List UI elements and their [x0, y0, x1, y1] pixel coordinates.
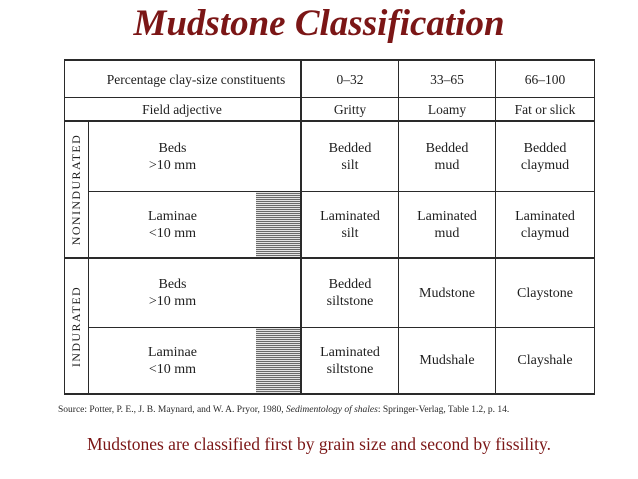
laminae-shading: [256, 327, 300, 393]
slide-caption: Mudstones are classified first by grain size and second by fissility.: [87, 434, 551, 454]
structure-cell: Laminae <10 mm: [148, 344, 197, 377]
adjective-header: Gritty: [333, 101, 367, 117]
range-header: 33–65: [430, 71, 464, 87]
classification-table-figure: [58, 59, 601, 415]
bleed-through-text: [260, 121, 300, 181]
table-border-bottom: [64, 393, 595, 395]
range-header: 0–32: [336, 71, 364, 87]
table-cell: Laminated claymud: [515, 208, 575, 241]
table-cell: Claystone: [517, 285, 573, 301]
group-label-indurated: INDURATED: [69, 285, 84, 367]
structure-cell: Beds >10 mm: [148, 277, 197, 309]
source-suffix: : Springer-Verlag, Table 1.2, p. 14.: [377, 405, 510, 415]
source-prefix: Source: Potter, P. E., J. B. Maynard, and W. A. Pryor, 1980,: [58, 405, 287, 415]
table-cell: Mudshale: [419, 353, 475, 368]
table-cell: Clayshale: [517, 353, 573, 368]
group-label-nonindurated: NONINDURATED: [69, 133, 83, 246]
table-border-right: [594, 59, 595, 395]
table-cell: Laminated siltstone: [320, 344, 380, 377]
table-cell: Mudstone: [419, 285, 475, 301]
field-adjective-header: Field adjective: [142, 101, 222, 117]
table-cell: Laminated silt: [320, 208, 380, 241]
source-citation: [58, 405, 601, 415]
adjective-header: Loamy: [427, 101, 467, 117]
slide-title: Mudstone Classification: [133, 3, 505, 44]
table-cell: Bedded siltstone: [326, 277, 374, 309]
table-cell: Bedded mud: [425, 140, 469, 173]
adjective-header: Fat or slick: [514, 101, 576, 117]
laminae-shading: [256, 191, 300, 257]
structure-cell: Laminae <10 mm: [148, 208, 197, 241]
source-book-title: Sedimentology of shales: [286, 405, 378, 415]
table-cell: Laminated mud: [417, 208, 477, 241]
percentage-header: Percentage clay-size constituents: [106, 71, 286, 87]
table-cell: Bedded silt: [328, 140, 372, 173]
range-header: 66–100: [524, 71, 566, 87]
table-cell: Bedded claymud: [520, 140, 570, 173]
structure-cell: Beds >10 mm: [148, 140, 197, 173]
